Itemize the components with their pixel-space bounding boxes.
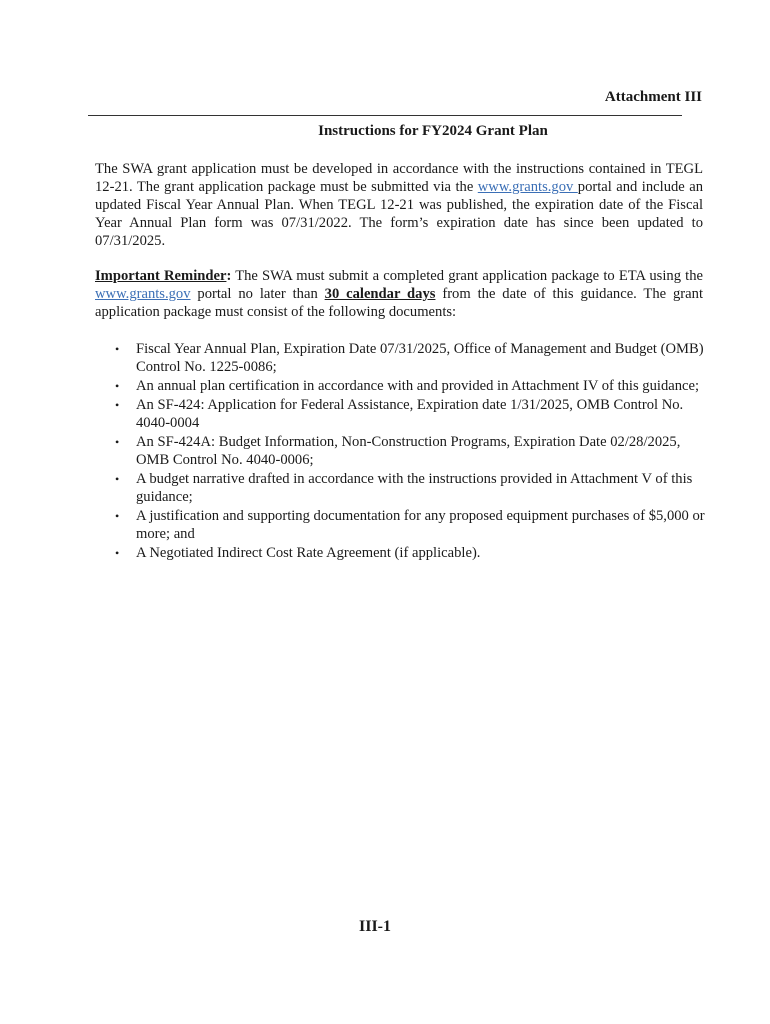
list-item bbox=[95, 377, 705, 395]
list-item-text: An SF-424A: Budget Information, Non-Construction Programs, Expiration Date 02/28/2025, OMB Control No. 4040-0006; bbox=[136, 434, 681, 468]
bullet-icon: • bbox=[115, 546, 120, 560]
list-item-text: A justification and supporting documentation for any proposed equipment purchases of $5,000 or more; and bbox=[136, 508, 705, 542]
list-item bbox=[95, 340, 705, 376]
list-item-text: A budget narrative drafted in accordance with the instructions provided in Attachment V of this guidance; bbox=[136, 471, 693, 505]
bullet-icon: • bbox=[115, 472, 120, 486]
reminder-text-b: portal no later than bbox=[190, 286, 325, 302]
bullet-icon: • bbox=[115, 435, 120, 449]
reminder-label: Important Reminder bbox=[95, 268, 227, 284]
grants-gov-link[interactable]: www.grants.gov bbox=[477, 179, 578, 195]
list-item-text: A Negotiated Indirect Cost Rate Agreement (if applicable). bbox=[136, 545, 481, 561]
bullet-icon: • bbox=[115, 398, 120, 412]
page-number: III-1 bbox=[358, 918, 391, 935]
reminder-text-a: The SWA must submit a completed grant application package to ETA using the bbox=[231, 268, 703, 284]
reminder-text-c: from the date of this guidance. The grant application package must consist of the following documents: bbox=[95, 286, 703, 320]
list-item bbox=[95, 470, 705, 506]
list-item-text: An annual plan certification in accordance with and provided in Attachment IV of this guidance; bbox=[136, 378, 700, 394]
attachment-label: Attachment III bbox=[604, 89, 702, 105]
list-item bbox=[95, 396, 705, 432]
header-divider bbox=[88, 115, 682, 116]
deadline-emphasis: 30 calendar days bbox=[324, 286, 436, 302]
intro-paragraph bbox=[95, 160, 703, 250]
list-item-text: Fiscal Year Annual Plan, Expiration Date 07/31/2025, Office of Management and Budget (OMB) Control No. 1225-0086; bbox=[136, 341, 704, 375]
bullet-icon: • bbox=[115, 509, 120, 523]
intro-text-start: The SWA grant application must be developed in accordance with the instructions contained in TEGL 12-21. The grant application package must be submitted via the bbox=[95, 161, 703, 195]
list-item-text: An SF-424: Application for Federal Assistance, Expiration date 1/31/2025, OMB Control No. 4040-0004 bbox=[136, 397, 684, 431]
reminder-colon: : bbox=[226, 268, 232, 284]
required-documents-list bbox=[95, 340, 705, 563]
list-item bbox=[95, 544, 705, 562]
grants-gov-link-2[interactable]: www.grants.gov bbox=[95, 286, 191, 302]
bullet-icon: • bbox=[115, 379, 120, 393]
intro-text-end: portal and include an updated Fiscal Year Annual Plan. When TEGL 12-21 was published, the expiration date of the Fiscal Year Annual Plan form was 07/31/2022. The form’s expiration date has since been updated to 07/31/2025. bbox=[95, 179, 703, 249]
document-title: Instructions for FY2024 Grant Plan bbox=[318, 123, 548, 139]
reminder-paragraph bbox=[95, 267, 703, 321]
list-item bbox=[95, 433, 705, 469]
list-item bbox=[95, 507, 705, 543]
bullet-icon: • bbox=[115, 342, 120, 356]
